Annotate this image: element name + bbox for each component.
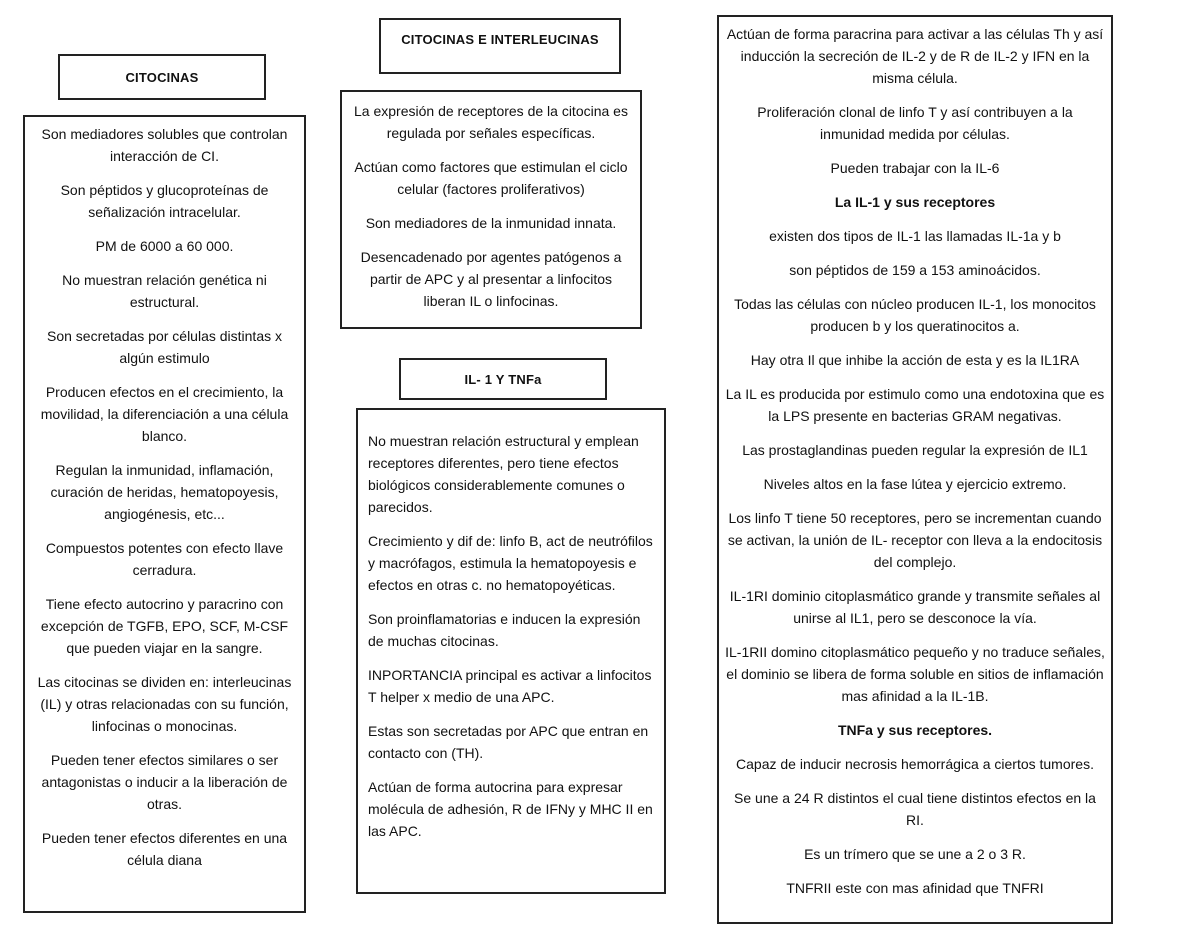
col2-bottom-item: Estas son secretadas por APC que entran en contacto con (TH). xyxy=(368,723,649,761)
col1-item: No muestran relación genética ni estructural. xyxy=(62,272,267,310)
col3-item: Pueden trabajar con la IL-6 xyxy=(830,160,1000,176)
col3-item: IL-1RII domino citoplasmático pequeño y no traduce señales, el dominio se libera de forma soluble en sitios de inflamación mas afinidad a la IL-1B. xyxy=(725,644,1105,704)
col3-item: Proliferación clonal de linfo T y así contribuyen a la inmunidad medida por células. xyxy=(757,104,1073,142)
col3-item: Las prostaglandinas pueden regular la expresión de IL1 xyxy=(742,442,1088,458)
title-citocinas-interleucinas-text: CITOCINAS E INTERLEUCINAS xyxy=(401,32,599,47)
col1-item: Tiene efecto autocrino y paracrino con excepción de TGFB, EPO, SCF, M-CSF que pueden viajar en la sangre. xyxy=(40,596,289,656)
tnfa-receptors-heading: TNFa y sus receptores. xyxy=(837,722,993,738)
col1-item: PM de 6000 a 60 000. xyxy=(95,238,234,254)
title-citocinas-interleucinas xyxy=(379,18,621,74)
col3-item: Niveles altos en la fase lútea y ejercicio extremo. xyxy=(763,476,1067,492)
col1-item: Regulan la inmunidad, inflamación, curación de heridas, hematopoyesis, angiogénesis, etc... xyxy=(50,462,279,522)
col1-item: Son mediadores solubles que controlan interacción de CI. xyxy=(41,126,288,164)
col1-item: Compuestos potentes con efecto llave cerradura. xyxy=(45,540,284,578)
col3-item: existen dos tipos de IL-1 las llamadas IL-1a y b xyxy=(769,228,1061,244)
citocinas-interleucinas-box xyxy=(340,90,642,329)
title-il1-tnfa-text: IL- 1 Y TNFa xyxy=(464,371,542,387)
title-citocinas xyxy=(58,54,266,100)
col2-bottom-item: Actúan de forma autocrina para expresar molécula de adhesión, R de IFNy y MHC II en las APC. xyxy=(368,779,653,839)
col2-bottom-item: INPORTANCIA principal es activar a linfocitos T helper x medio de una APC. xyxy=(368,667,652,705)
col1-item: Producen efectos en el crecimiento, la movilidad, la diferenciación a una célula blanco. xyxy=(40,384,289,444)
col3-item: Todas las células con núcleo producen IL-1, los monocitos producen b y los queratinocitos a. xyxy=(734,296,1096,334)
il1-tnfa-box xyxy=(356,408,666,894)
col3-item: La IL es producida por estimulo como una endotoxina que es la LPS presente en bacterias GRAM negativas. xyxy=(725,386,1105,424)
col3-item: Hay otra Il que inhibe la acción de esta y es la IL1RA xyxy=(750,352,1080,368)
title-il1-tnfa xyxy=(399,358,607,400)
col1-item: Pueden tener efectos diferentes en una célula diana xyxy=(41,830,288,868)
title-citocinas-text: CITOCINAS xyxy=(125,69,199,85)
col3-item: Es un trímero que se une a 2 o 3 R. xyxy=(804,846,1026,862)
col3-item: son péptidos de 159 a 153 aminoácidos. xyxy=(789,262,1041,278)
col2-top-item: Actúan como factores que estimulan el ciclo celular (factores proliferativos) xyxy=(354,159,628,197)
col1-item: Pueden tener efectos similares o ser antagonistas o inducir a la liberación de otras. xyxy=(41,752,288,812)
col2-top-item: Desencadenado por agentes patógenos a partir de APC y al presentar a linfocitos liberan IL o linfocinas. xyxy=(360,249,622,309)
col3-item: TNFRII este con mas afinidad que TNFRI xyxy=(786,880,1044,896)
col3-item: Actúan de forma paracrina para activar a las células Th y así inducción la secreción de IL-2 y de R de IL-2 y IFN en la misma célula. xyxy=(726,26,1104,86)
col2-bottom-item: No muestran relación estructural y emplean receptores diferentes, pero tiene efectos biológicos considerablemente comunes o parecidos. xyxy=(368,433,639,515)
col2-bottom-item: Son proinflamatorias e inducen la expresión de muchas citocinas. xyxy=(368,611,641,649)
col1-item: Son secretadas por células distintas x algún estimulo xyxy=(46,328,282,366)
il1-receptors-heading: La IL-1 y sus receptores xyxy=(834,194,996,210)
col3-item: IL-1RI dominio citoplasmático grande y transmite señales al unirse al IL1, pero se desconoce la vía. xyxy=(729,588,1101,626)
col3-item: Capaz de inducir necrosis hemorrágica a ciertos tumores. xyxy=(736,756,1094,772)
col2-top-item: Son mediadores de la inmunidad innata. xyxy=(365,215,617,231)
col1-item: Son péptidos y glucoproteínas de señalización intracelular. xyxy=(60,182,269,220)
col2-bottom-item: Crecimiento y dif de: linfo B, act de neutrófilos y macrófagos, estimula la hematopoyesis e efectos en otras c. no hematopoyéticas. xyxy=(368,533,653,593)
citocinas-column xyxy=(23,115,306,913)
col2-top-item: La expresión de receptores de la citocina es regulada por señales específicas. xyxy=(354,103,628,141)
col3-item: Los linfo T tiene 50 receptores, pero se incrementan cuando se activan, la unión de IL- receptor con lleva a la endocitosis del complejo. xyxy=(727,510,1103,570)
col3-item: Se une a 24 R distintos el cual tiene distintos efectos en la RI. xyxy=(734,790,1096,828)
col1-item: Las citocinas se dividen en: interleucinas (IL) y otras relacionadas con su función, linfocinas o monocinas. xyxy=(37,674,292,734)
il1-receptors-column xyxy=(717,15,1113,924)
